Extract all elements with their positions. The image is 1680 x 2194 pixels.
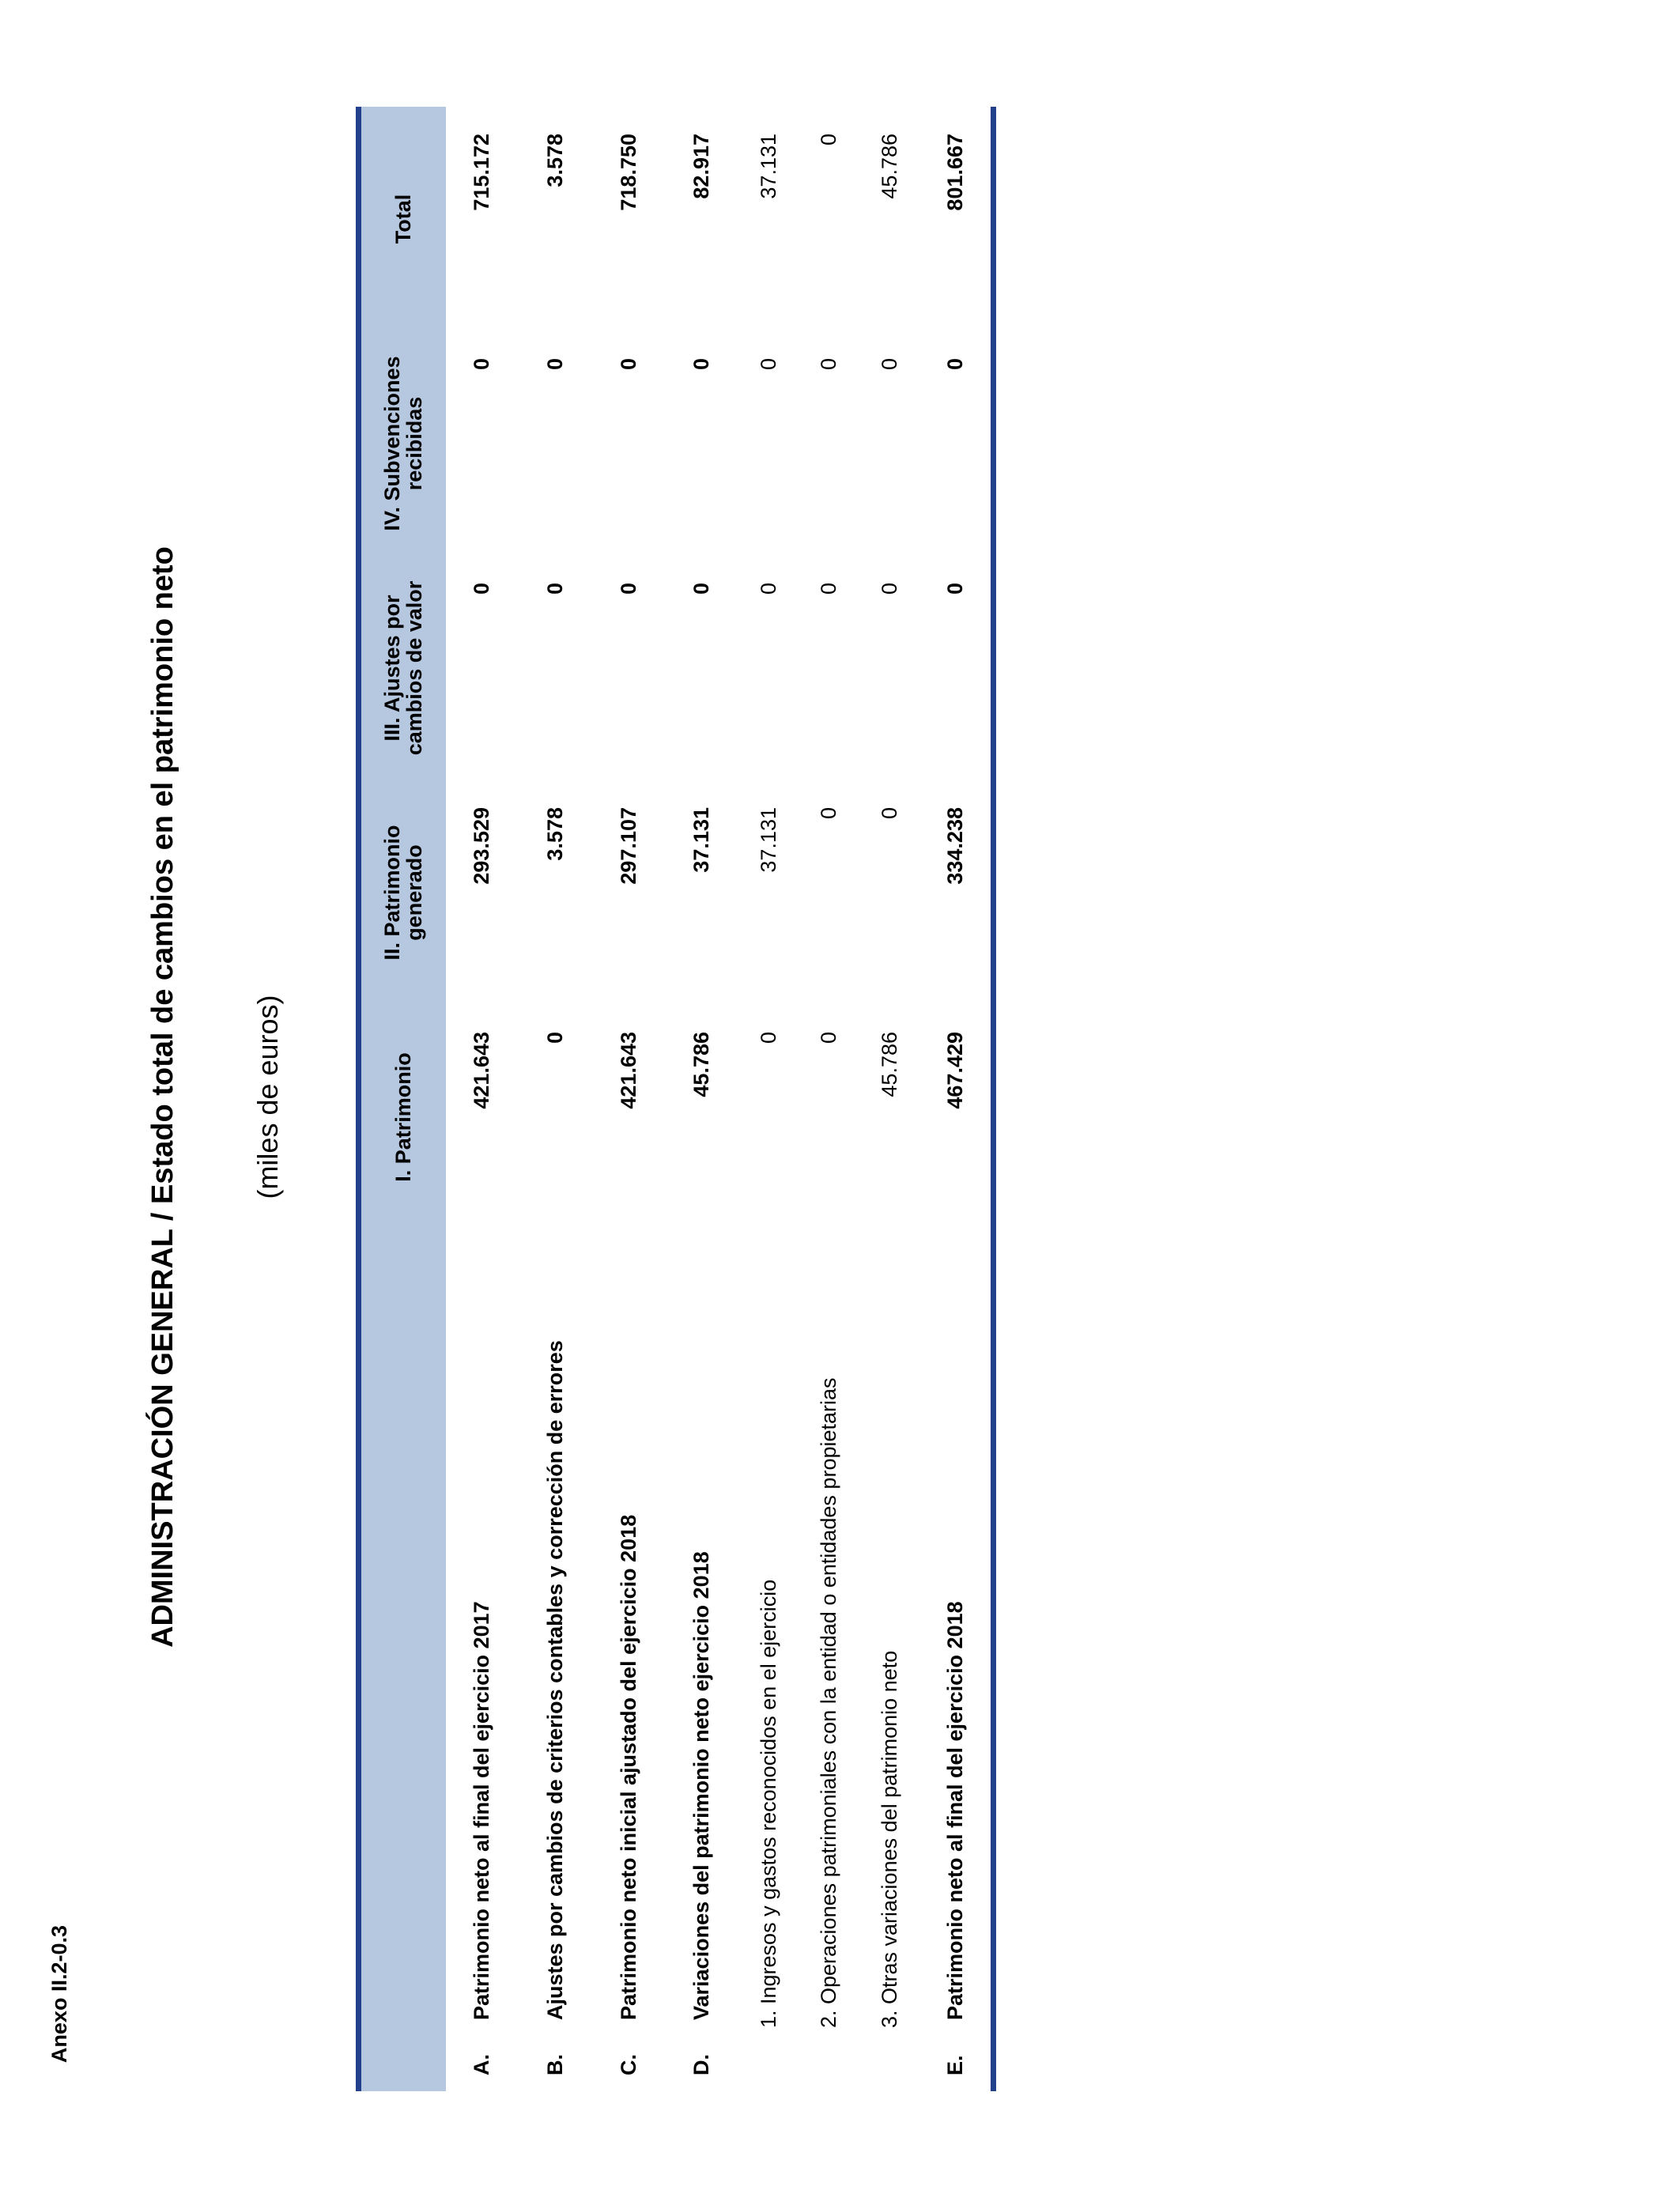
row-label-text: Variaciones del patrimonio neto ejercicio 2018 xyxy=(689,1551,714,2020)
cell-total: 801.667 xyxy=(920,107,994,331)
cell-patrimonio-generado: 0 xyxy=(817,807,841,820)
table-row xyxy=(738,107,799,2091)
cell-subvenciones: 0 xyxy=(877,358,901,371)
cell-total: 718.750 xyxy=(616,134,640,211)
row-label-text: Patrimonio neto inicial ajustado del ejercicio 2018 xyxy=(616,1514,640,2020)
cell-ajustes-valor: 0 xyxy=(920,556,994,780)
cell-ajustes-valor: 0 xyxy=(616,583,640,595)
cell-patrimonio: 0 xyxy=(817,1032,841,1044)
table-row xyxy=(446,107,519,2091)
header-total: Total xyxy=(359,107,446,331)
cell-ajustes-valor: 0 xyxy=(877,583,901,595)
row-label-text: 1. Ingresos y gastos reconocidos en el ejercicio xyxy=(756,1579,780,2028)
row-label xyxy=(592,1229,666,2091)
table-row xyxy=(592,107,666,2091)
row-label-text: Patrimonio neto al final del ejercicio 2017 xyxy=(470,1601,494,2020)
table-row xyxy=(920,107,994,2091)
cell-patrimonio: 45.786 xyxy=(689,1032,714,1097)
table-row xyxy=(519,107,592,2091)
cell-subvenciones: 0 xyxy=(470,358,494,371)
row-label-text: Patrimonio neto al final del ejercicio 2018 xyxy=(942,1601,967,2020)
cell-patrimonio-generado: 0 xyxy=(877,807,901,820)
cell-patrimonio-generado: 37.131 xyxy=(689,807,714,873)
row-letter: B. xyxy=(542,2054,567,2075)
units-subtitle: (miles de euros) xyxy=(251,995,284,1199)
row-label xyxy=(738,1229,799,2091)
table-row xyxy=(859,107,920,2091)
cell-ajustes-valor: 0 xyxy=(542,583,567,595)
cell-subvenciones: 0 xyxy=(542,358,567,371)
header-subvenciones: IV. Subvenciones recibidas xyxy=(359,331,446,556)
cell-subvenciones: 0 xyxy=(817,358,841,371)
header-patrimonio-generado: II. Patrimonio generado xyxy=(359,780,446,1005)
cell-patrimonio: 0 xyxy=(542,1032,567,1044)
row-label xyxy=(446,1229,519,2091)
cell-patrimonio-generado: 37.131 xyxy=(756,807,780,873)
row-label-text: Ajustes por cambios de criterios contables y corrección de errores xyxy=(542,1340,567,2020)
cell-patrimonio: 0 xyxy=(756,1032,780,1044)
cell-ajustes-valor: 0 xyxy=(470,583,494,595)
annex-reference: Anexo II.2-0.3 xyxy=(47,1925,71,2064)
cell-patrimonio: 421.643 xyxy=(616,1032,640,1109)
table-row xyxy=(665,107,738,2091)
table-row xyxy=(799,107,860,2091)
cell-total: 715.172 xyxy=(470,134,494,211)
cell-total: 82.917 xyxy=(689,134,714,199)
row-label-text: 2. Operaciones patrimoniales con la entidad o entidades propietarias xyxy=(817,1377,841,2028)
table-header-row xyxy=(359,107,446,2091)
cell-ajustes-valor: 0 xyxy=(689,583,714,595)
cell-subvenciones: 0 xyxy=(689,358,714,371)
cell-patrimonio-generado: 293.529 xyxy=(470,807,494,885)
cell-patrimonio-generado: 334.238 xyxy=(920,780,994,1005)
row-label xyxy=(920,1229,994,2091)
cell-subvenciones: 0 xyxy=(920,331,994,556)
cell-total: 45.786 xyxy=(877,134,901,199)
cell-ajustes-valor: 0 xyxy=(756,583,780,595)
row-label xyxy=(519,1229,592,2091)
header-ajustes-valor: III. Ajustes por cambios de valor xyxy=(359,556,446,780)
page-title: ADMINISTRACIÓN GENERAL / Estado total de cambios en el patrimonio neto xyxy=(146,546,179,1648)
row-letter: A. xyxy=(470,2054,494,2075)
cell-patrimonio: 421.643 xyxy=(470,1032,494,1109)
equity-changes-table xyxy=(356,107,996,2091)
cell-patrimonio-generado: 3.578 xyxy=(542,807,567,861)
row-letter: E. xyxy=(942,2055,967,2075)
row-label xyxy=(799,1229,860,2091)
row-label-text: 3. Otras variaciones del patrimonio neto xyxy=(877,1650,901,2028)
header-label-blank xyxy=(359,1229,446,2091)
cell-patrimonio: 467.429 xyxy=(920,1005,994,1229)
cell-subvenciones: 0 xyxy=(616,358,640,371)
cell-total: 0 xyxy=(817,134,841,146)
cell-total: 3.578 xyxy=(542,134,567,187)
row-label xyxy=(859,1229,920,2091)
cell-patrimonio: 45.786 xyxy=(877,1032,901,1097)
row-label xyxy=(665,1229,738,2091)
cell-total: 37.131 xyxy=(756,134,780,199)
cell-subvenciones: 0 xyxy=(756,358,780,371)
cell-patrimonio-generado: 297.107 xyxy=(616,807,640,885)
row-letter: D. xyxy=(689,2054,714,2075)
cell-ajustes-valor: 0 xyxy=(817,583,841,595)
header-patrimonio: I. Patrimonio xyxy=(359,1005,446,1229)
row-letter: C. xyxy=(616,2054,640,2075)
